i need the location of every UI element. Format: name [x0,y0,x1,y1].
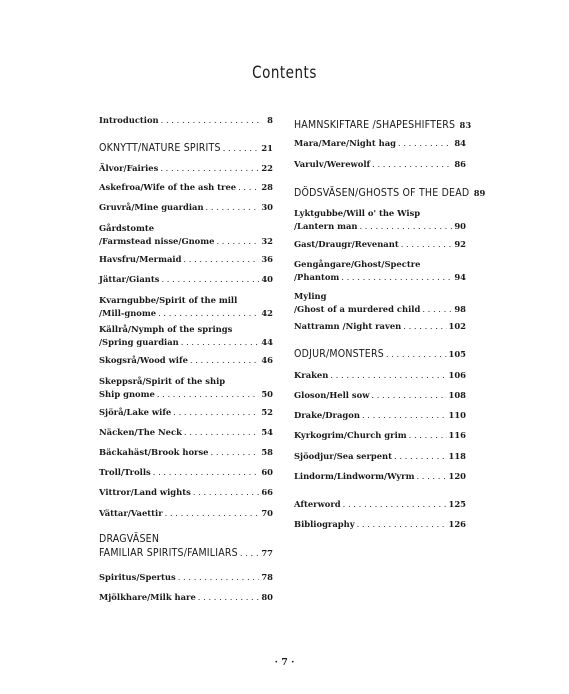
toc-entry-page-number: 66 [261,487,273,497]
toc-entry-page-number: 46 [261,355,273,365]
toc-entry-label: Näcken/The Neck [99,427,182,437]
dot-leader [359,220,452,233]
toc-entry-label: Jättar/Giants [99,274,160,284]
dot-leader [153,466,259,479]
toc-entry [294,137,466,150]
dot-leader [157,388,259,401]
toc-entry-page-number: 44 [261,336,273,347]
toc-entry-label: Sjörå/Lake wife [99,407,172,417]
toc-entry-label: Introduction [99,115,159,125]
dot-leader [386,347,447,361]
dot-leader [371,389,446,402]
toc-entry [99,571,273,584]
toc-entry [294,207,466,232]
toc-entry-page-number: 60 [261,467,273,477]
toc-entry-first-line: Gårdstomte [99,223,155,233]
toc-entry [99,375,273,400]
dot-leader [211,446,259,459]
toc-entry [294,258,466,283]
dot-leader [240,546,259,560]
toc-entry-page-number: 42 [261,307,273,318]
dot-leader [398,137,452,150]
toc-entry-label: Ship gnome [99,388,155,399]
toc-entry-label: Bibliography [294,519,355,529]
toc-entry [99,406,273,419]
toc-entry [294,498,466,511]
toc-entry-page-number: 105 [448,349,466,359]
toc-section-heading [294,347,466,361]
toc-entry-page-number: 77 [261,548,273,558]
toc-entry [99,273,273,286]
toc-entry [99,323,273,348]
toc-entry-page-number: 106 [448,370,466,380]
toc-entry [294,320,466,333]
toc-entry [99,486,273,499]
toc-entry-label: /Lantern man [294,220,358,231]
toc-entry-label: Vättar/Vaettir [99,508,163,518]
dot-leader [193,486,259,499]
dot-leader [178,571,259,584]
toc-entry [294,238,466,251]
toc-entry-page-number: 125 [448,499,466,509]
toc-entry-label: Askefroa/Wife of the ash tree [99,182,237,192]
dot-leader [184,426,259,439]
toc-entry-label: Lindorm/Lindworm/Wyrm [294,471,415,481]
toc-entry-page-number: 108 [448,390,466,400]
toc-entry-page-number: 22 [261,163,273,173]
toc-entry-page-number: 83 [459,120,472,130]
dot-leader [362,409,447,422]
toc-entry-first-line: Gengångare/Ghost/Spectre [294,259,421,269]
toc-entry-label: Drake/Dragon [294,410,360,420]
toc-entry [294,470,466,483]
dot-leader [343,498,447,511]
toc-entry-label: Mjölkhare/Milk hare [99,592,196,602]
toc-entry-label: Mara/Mare/Night hag [294,138,397,148]
dot-leader [206,201,259,214]
toc-entry-page-number: 40 [261,274,273,284]
toc-entry [99,591,273,604]
dot-leader [181,336,259,349]
toc-entry [294,158,466,171]
toc-entry-page-number: 90 [454,220,466,231]
dot-leader [422,303,452,316]
dot-leader [161,273,259,286]
toc-entry [99,222,273,247]
toc-entry-label: Kyrkogrim/Church grim [294,430,407,440]
toc-entry-page-number: 8 [267,115,273,125]
toc-entry-page-number: 54 [261,427,273,437]
toc-entry-page-number: 94 [454,271,466,282]
dot-leader [357,518,447,531]
toc-entry [99,446,273,459]
toc-entry [99,114,273,127]
page-title: Contents [252,61,317,83]
toc-entry-label: /Farmstead nisse/Gnome [99,235,215,246]
toc-entry [294,429,466,442]
dot-leader [330,369,446,382]
dot-leader [403,320,446,333]
toc-entry [99,507,273,520]
toc-entry [99,162,273,175]
toc-entry-page-number: 50 [261,388,273,399]
dot-leader [416,470,446,483]
toc-entry-label: ODJUR/MONSTERS [294,348,384,360]
toc-entry-page-number: 80 [261,592,273,602]
dot-leader [223,141,259,155]
dot-leader [216,235,259,248]
toc-entry-label: HAMNSKIFTARE /SHAPESHIFTERS [294,119,456,131]
toc-entry [99,253,273,266]
dot-leader [165,507,259,520]
toc-entry-page-number: 28 [261,182,273,192]
toc-section-heading [99,141,273,155]
dot-leader [341,271,452,284]
toc-entry [294,409,466,422]
dot-leader [160,162,259,175]
toc-entry-page-number: 70 [261,508,273,518]
toc-entry-page-number: 98 [454,303,466,314]
toc-entry-label: Gloson/Hell sow [294,390,370,400]
toc-entry [99,201,273,214]
toc-entry-label: Älvor/Fairies [99,163,159,173]
toc-entry [294,450,466,463]
toc-entry [99,181,273,194]
toc-entry-label: /Mill-gnome [99,307,157,318]
dot-leader [183,253,259,266]
toc-entry-page-number: 118 [448,451,466,461]
toc-entry-page-number: 86 [454,159,466,169]
toc-entry-label: DÖDSVÄSEN/GHOSTS OF THE DEAD [294,187,470,199]
toc-entry-first-line: DRAGVÄSEN [99,533,160,545]
dot-leader [173,406,259,419]
dot-leader [161,114,259,127]
toc-entry-label: Troll/Trolls [99,467,151,477]
toc-entry-first-line: Lyktgubbe/Will o' the Wisp [294,208,421,218]
toc-entry [294,518,466,531]
toc-entry-page-number: 89 [473,188,486,198]
toc-entry-label: /Ghost of a murdered child [294,303,421,314]
toc-entry-page-number: 102 [448,321,466,331]
toc-entry [99,466,273,479]
toc-entry-label: Nattramn /Night raven [294,321,402,331]
toc-entry-page-number: 78 [261,572,273,582]
toc-entry-first-line: Källrå/Nymph of the springs [99,324,233,334]
toc-entry-page-number: 110 [448,410,466,420]
toc-entry-page-number: 92 [454,239,466,249]
toc-entry-label: Varulv/Werewolf [294,159,371,169]
toc-entry-page-number: 32 [261,235,273,246]
toc-section-heading [99,532,273,560]
dot-leader [190,354,259,367]
toc-entry-label: Vittror/Land wights [99,487,191,497]
dot-leader [158,307,259,320]
toc-entry [99,294,273,319]
toc-entry-first-line: Skeppsrå/Spirit of the ship [99,376,226,386]
toc-entry-label: Sjöodjur/Sea serpent [294,451,393,461]
toc-entry [99,354,273,367]
toc-entry [294,389,466,402]
toc-entry-label: Skogsrå/Wood wife [99,355,188,365]
toc-section-heading [294,186,486,200]
toc-entry-label: Kraken [294,370,329,380]
toc-entry-label: FAMILIAR SPIRITS/FAMILIARS [99,547,238,559]
toc-entry [294,290,466,315]
toc-entry-label: Bäckahäst/Brook horse [99,447,209,457]
toc-entry-page-number: 36 [261,254,273,264]
dot-leader [401,238,452,251]
toc-entry-label: Afterword [294,499,341,509]
toc-entry-label: /Phantom [294,271,340,282]
toc-entry-label: Gast/Draugr/Revenant [294,239,399,249]
toc-entry-page-number: 58 [261,447,273,457]
toc-entry-page-number: 21 [261,143,273,153]
page-number: · 7 · [274,657,295,668]
dot-leader [372,158,452,171]
toc-entry-label: OKNYTT/NATURE SPIRITS [99,142,221,154]
toc-entry-first-line: Myling [294,291,327,301]
toc-entry-page-number: 52 [261,407,273,417]
toc-entry-label: Gruvrå/Mine guardian [99,202,204,212]
toc-entry-page-number: 30 [261,202,273,212]
toc-entry-page-number: 126 [448,519,466,529]
toc-entry-page-number: 84 [454,138,466,148]
toc-entry-label: Spiritus/Spertus [99,572,176,582]
toc-entry [294,369,466,382]
toc-entry-first-line: Kvarngubbe/Spirit of the mill [99,295,238,305]
toc-entry-page-number: 120 [448,471,466,481]
dot-leader [238,181,259,194]
toc-entry-label: Havsfru/Mermaid [99,254,182,264]
toc-section-heading [294,118,472,132]
dot-leader [198,591,259,604]
toc-entry-page-number: 116 [448,430,466,440]
toc-entry-label: /Spring guardian [99,336,179,347]
dot-leader [409,429,447,442]
toc-entry [99,426,273,439]
dot-leader [394,450,447,463]
